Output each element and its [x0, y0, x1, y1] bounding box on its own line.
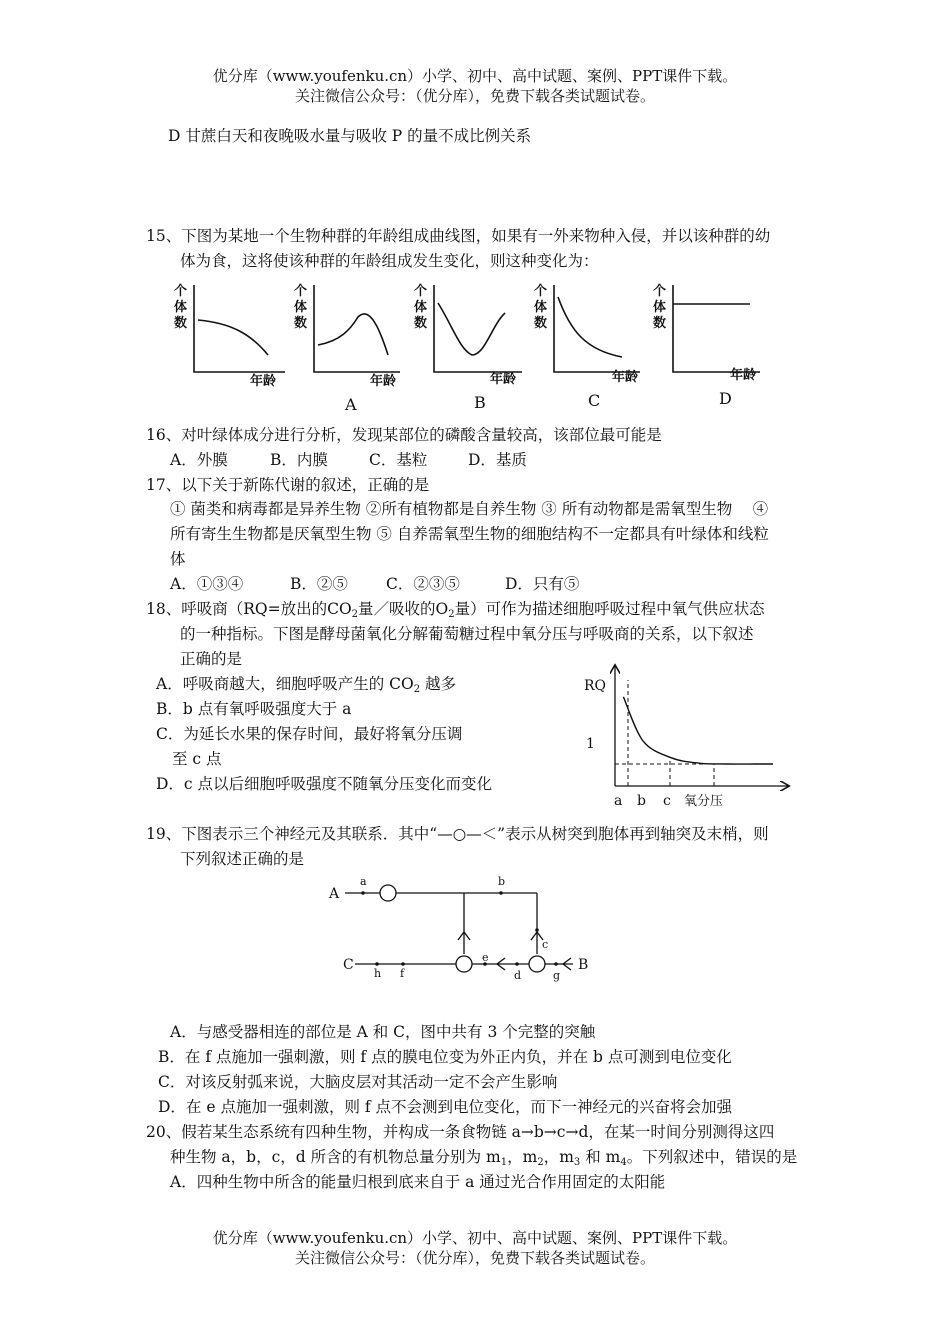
point-c: [535, 928, 539, 932]
q16-option-b: B．内膜: [270, 451, 328, 469]
page-footer-line1: 优分库（www.youfenku.cn）小学、初中、高中试题、案例、PPT课件下载。: [212, 1229, 738, 1247]
label-c: c: [542, 938, 549, 951]
q20-option-a: A．四种生物中所含的能量归根到底来自于 a 通过光合作用固定的太阳能: [170, 1173, 666, 1191]
q16-option-c: C．基粒: [369, 451, 428, 469]
q17-statement-line3: 体: [170, 550, 186, 568]
q19-stem-line1: 19、下图表示三个神经元及其联系．其中“—○—＜”表示从树突到胞体再到轴突及末梢，则: [146, 825, 769, 843]
graph3-ylabel-3: 数: [414, 316, 428, 331]
graph2-ylabel-1: 个: [294, 284, 308, 299]
point-f: [401, 962, 405, 966]
point-h: [375, 962, 379, 966]
graph1-ylabel-3: 数: [174, 316, 188, 331]
q16-stem: 16、对叶绿体成分进行分析，发现某部位的磷酸含量较高，该部位最可能是: [146, 426, 662, 444]
label-C: C: [343, 957, 354, 973]
rq-x-tick-c: c: [663, 793, 671, 809]
q16-option-a: A．外膜: [170, 451, 228, 469]
graph-label-c: C: [588, 391, 601, 410]
q17-option-a: A．①③④: [170, 575, 244, 593]
point-b: [499, 891, 503, 895]
graph4-xlabel: 年龄: [612, 370, 639, 385]
graph5-ylabel-2: 体: [653, 300, 667, 315]
graph3-axes: [434, 285, 522, 372]
q19-option-d: D．在 e 点施加一强刺激，则 f 点不会测到电位变化，而下一神经元的兴奋将会加强: [158, 1098, 733, 1116]
point-g: [554, 962, 558, 966]
q17-stem: 17、以下关于新陈代谢的叙述，正确的是: [146, 476, 430, 494]
graph1-xlabel: 年龄: [250, 374, 277, 389]
graph-label-d: D: [719, 389, 732, 408]
graph1-ylabel-1: 个: [174, 284, 188, 299]
graph-label-b: B: [474, 393, 486, 412]
q20-stem-line1: 20、假若某生态系统有四种生物，并构成一条食物链 a→b→c→d，在某一时间分别测得这四: [146, 1123, 775, 1141]
graph4-ylabel-2: 体: [534, 300, 548, 315]
neuron-bottom-body: [456, 956, 472, 972]
rq-x-tick-a: a: [614, 793, 623, 809]
graph2-axes: [314, 285, 400, 372]
page-header-line1: 优分库（www.youfenku.cn）小学、初中、高中试题、案例、PPT课件下载。: [212, 67, 738, 85]
graph-label-a: A: [345, 395, 357, 414]
q19-option-b: B．在 f 点施加一强刺激，则 f 点的膜电位变为外正内负，并在 b 点可测到电位变化: [158, 1048, 732, 1066]
graph3-ylabel-1: 个: [414, 284, 428, 299]
rq-curve: [623, 697, 773, 764]
graph3-ylabel-2: 体: [414, 300, 428, 315]
neuron-right-body: [529, 956, 545, 972]
q19-neuron-diagram: [325, 870, 600, 985]
q17-option-d: D．只有⑤: [505, 575, 580, 593]
graph4-ylabel-1: 个: [534, 284, 548, 299]
graph5-axes: [673, 285, 760, 372]
q18-option-d: D．c 点以后细胞呼吸强度不随氧分压变化而变化: [156, 775, 493, 793]
graph4-ylabel-3: 数: [534, 316, 548, 331]
point-d: [515, 962, 519, 966]
q15-stem-line2: 体为食，这将使该种群的年龄组成发生变化，则这种变化为：: [180, 252, 599, 270]
graph4-axes: [554, 285, 640, 372]
q17-statement-line1: ① 菌类和病毒都是异养生物 ②所有植物都是自养生物 ③ 所有动物都是需氧型生物 ④: [170, 500, 769, 518]
graph2-xlabel: 年龄: [370, 374, 397, 389]
label-g: g: [553, 969, 561, 982]
q18-stem-line3: 正确的是: [180, 650, 243, 668]
rq-one-tick: 1: [586, 736, 595, 752]
label-d: d: [514, 969, 522, 982]
q18-stem-line1: 18、呼吸商（RQ=放出的$CO_2$量／吸收的$O_2$量）可作为描述细胞呼吸过程中氧气供应状态: [146, 600, 765, 620]
label-A: A: [329, 886, 340, 902]
q19-stem-line2: 下列叙述正确的是: [180, 850, 305, 868]
q17-option-b: B．②⑤: [290, 575, 348, 593]
label-f: f: [400, 967, 405, 980]
rq-x-label: 氧分压: [684, 794, 724, 809]
graph5-ylabel-1: 个: [653, 284, 667, 299]
q18-rq-chart: [578, 660, 798, 810]
q20-stem-line2: 种生物 a，b，c，d 所含的有机物总量分别为 $m_1$，$m_2$，$m_3$ 和 $m_4$。下列叙述中，错误的是: [170, 1148, 798, 1168]
graph1-curve: [198, 320, 268, 355]
q18-option-a: A．呼吸商越大，细胞呼吸产生的 $CO_2$ 越多: [156, 675, 457, 695]
q18-stem-line2: 的一种指标。下图是酵母菌氧化分解葡萄糖过程中氧分压与呼吸商的关系，以下叙述: [180, 625, 754, 643]
label-B: B: [578, 957, 589, 973]
label-b: b: [498, 875, 506, 888]
q17-option-c: C．②③⑤: [386, 575, 460, 593]
label-e: e: [482, 951, 489, 964]
q17-statement-line2: 所有寄生生物都是厌氧型生物 ⑤ 自养需氧型生物的细胞结构不一定都具有叶绿体和线粒: [170, 525, 769, 543]
graph2-ylabel-3: 数: [294, 316, 308, 331]
q18-option-b: B．b 点有氧呼吸强度大于 a: [156, 700, 352, 718]
graph5-xlabel: 年龄: [730, 368, 757, 383]
graph1-axes: [194, 285, 285, 372]
rq-x-tick-b: b: [637, 793, 646, 809]
graph3-curve: [438, 303, 505, 355]
q19-option-c: C．对该反射弧来说，大脑皮层对其活动一定不会产生影响: [158, 1073, 558, 1091]
q18-option-c-line2: 至 c 点: [172, 750, 222, 768]
graph4-curve: [558, 297, 622, 357]
page-header-line2: 关注微信公众号：（优分库），免费下载各类试题试卷。: [294, 87, 655, 105]
q14-option-d: D 甘蔗白天和夜晚吸水量与吸收 P 的量不成比例关系: [168, 127, 532, 145]
label-h: h: [374, 967, 382, 980]
q15-stem-line1: 15、下图为某地一个生物种群的年龄组成曲线图，如果有一外来物种入侵，并以该种群的幼: [146, 227, 771, 245]
point-a: [361, 891, 365, 895]
graph2-ylabel-2: 体: [294, 300, 308, 315]
graph2-curve: [318, 314, 388, 355]
rq-y-label: RQ: [584, 678, 607, 694]
graph3-xlabel: 年龄: [490, 372, 517, 387]
label-a: a: [360, 875, 367, 888]
graph5-ylabel-3: 数: [653, 316, 667, 331]
q15-age-graphs: [160, 275, 800, 420]
graph1-ylabel-2: 体: [174, 300, 188, 315]
q19-option-a: A．与感受器相连的部位是 A 和 C，图中共有 3 个完整的突触: [170, 1023, 596, 1041]
neuron-top-body: [380, 885, 396, 901]
q18-option-c-line1: C．为延长水果的保存时间，最好将氧分压调: [156, 725, 463, 743]
page-footer-line2: 关注微信公众号：（优分库），免费下载各类试题试卷。: [294, 1249, 655, 1267]
q16-option-d: D．基质: [468, 451, 527, 469]
